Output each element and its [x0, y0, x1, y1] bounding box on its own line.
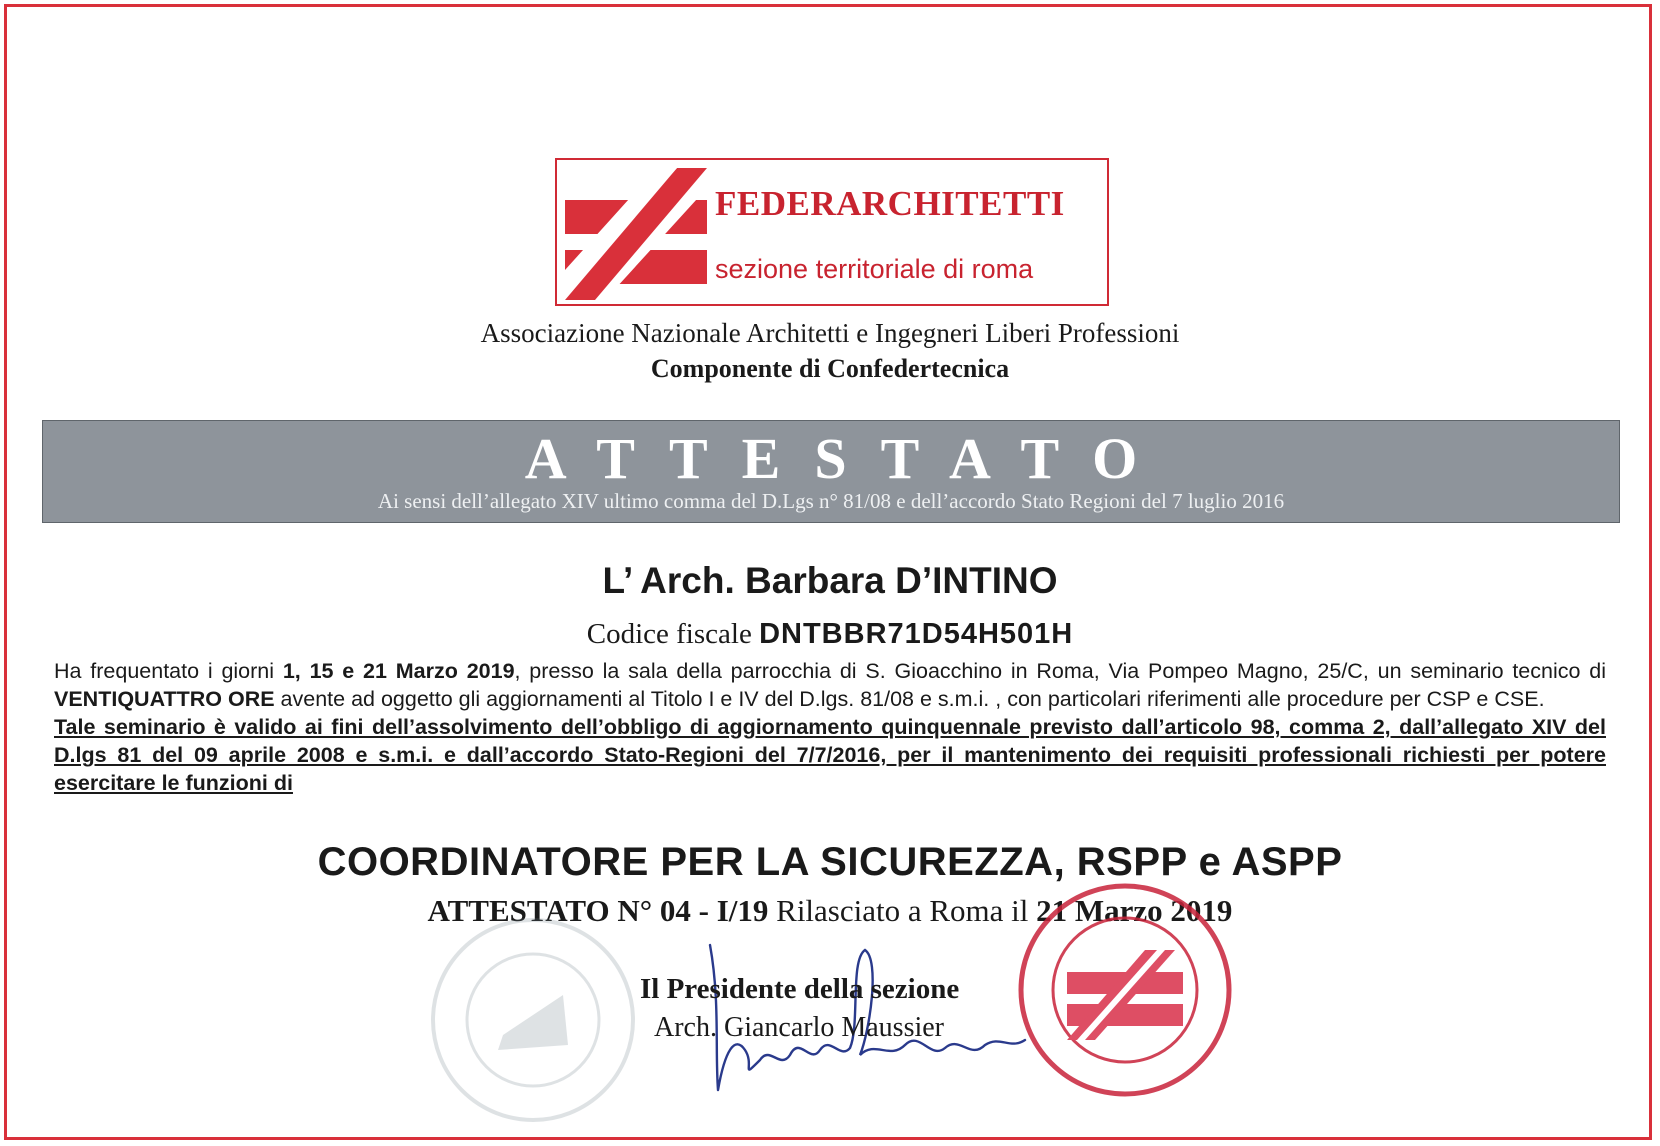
signatory-name: Arch. Giancarlo Maussier	[654, 1012, 945, 1043]
component-line: Componente di Confedertecnica	[650, 354, 1010, 383]
course-hours: VENTIQUATTRO ORE	[54, 687, 275, 711]
logo-subtitle: sezione territoriale di roma	[715, 254, 1034, 284]
body-text-1: Ha frequentato i giorni	[54, 659, 283, 683]
course-dates: 1, 15 e 21 Marzo 2019	[282, 659, 515, 683]
association-name: Associazione Nazionale Architetti e Ingegneri Liberi Professioni	[480, 318, 1180, 348]
issue-date: 21 Marzo 2019	[1036, 893, 1233, 928]
body-text-3: avente ad oggetto gli aggiornamenti al Titolo I e IV del D.lgs. 81/08 e s.m.i. , con particolari riferimenti alle procedure per CSP e CSE.	[274, 687, 1545, 711]
official-stamp-icon	[1015, 880, 1235, 1100]
logo-mark-icon	[565, 168, 707, 300]
certificate-body	[54, 657, 1606, 797]
banner-subtitle: Ai sensi dell’allegato XIV ultimo comma del D.Lgs n° 81/08 e dell’accordo Stato Regioni del 7 luglio 2016	[377, 489, 1285, 513]
body-paragraph-validity: Tale seminario è valido ai fini dell’assolvimento dell’obbligo di aggiornamento quinquennale previsto dall’articolo 98, comma 2, dall’allegato XIV del D.lgs 81 del 09 aprile 2008 e s.m.i. e dall’accordo Stato-Regioni del 7/7/2016, per il mantenimento dei requisiti professionali richiesti per potere esercitare le funzioni di	[54, 715, 1606, 795]
role-title: COORDINATORE PER LA SICUREZZA, RSPP e ASPP	[317, 840, 1343, 884]
certificate-number-line	[0, 893, 1660, 929]
body-paragraph-attendance	[54, 657, 1606, 713]
fiscal-code-label: Codice fiscale	[586, 618, 752, 650]
federarchitetti-logo	[555, 158, 1109, 306]
title-banner	[42, 420, 1620, 523]
logo-name: FEDERARCHITETTI	[715, 184, 1065, 223]
issued-text: Rilasciato a Roma il	[768, 893, 1037, 928]
body-text-2: , presso la sala della parrocchia di S. Gioacchino in Roma, Via Pompeo Magno, 25/C, un seminario tecnico di	[514, 659, 1606, 683]
signatory-title: Il Presidente della sezione	[640, 973, 960, 1005]
certificate-number: ATTESTATO N° 04 - I/19	[427, 893, 769, 928]
recipient-name: L’ Arch. Barbara D’INTINO	[602, 560, 1058, 601]
fiscal-code-line	[0, 618, 1660, 651]
fiscal-code-value: DNTBBR71D54H501H	[759, 618, 1074, 650]
faded-stamp-icon	[428, 915, 638, 1125]
banner-title: ATTESTATO	[524, 426, 1172, 491]
